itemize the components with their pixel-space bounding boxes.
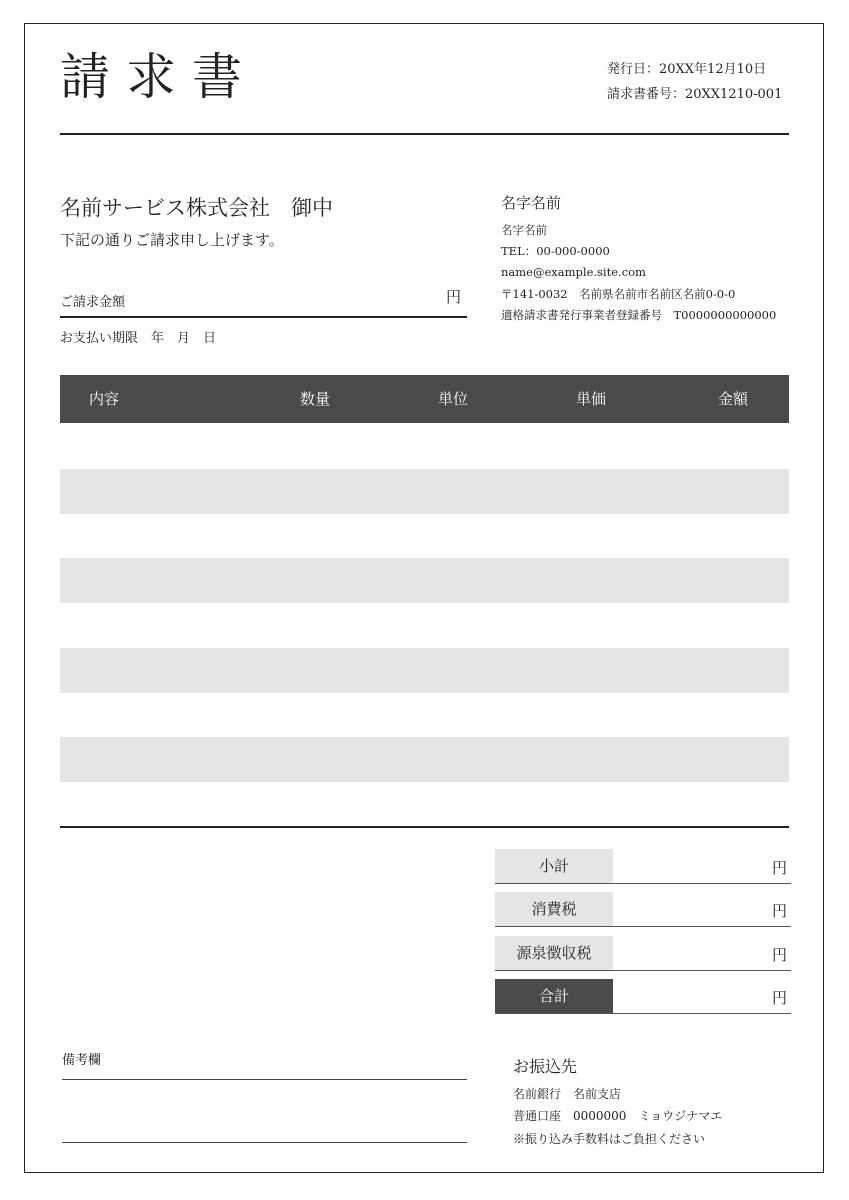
withholding-unit: 円 — [771, 946, 787, 964]
header-divider — [60, 133, 789, 135]
table-row — [60, 648, 789, 693]
header-description: 内容 — [89, 390, 120, 408]
tax-label: 消費税 — [495, 892, 613, 926]
client-name: 名前サービス株式会社 御中 — [60, 196, 333, 220]
client-message: 下記の通りご請求申し上げます。 — [60, 231, 284, 249]
total-unit: 円 — [771, 989, 787, 1007]
total-row — [495, 979, 791, 1014]
issuer-company: 名字名前 — [501, 194, 562, 212]
total-label: 合計 — [495, 979, 613, 1013]
bank-title: お振込先 — [513, 1057, 578, 1076]
header-unit: 単位 — [438, 390, 469, 408]
table-row — [60, 469, 789, 514]
issue-date: 発行日：20XX年12月10日 — [607, 62, 767, 77]
header-amount: 金額 — [718, 390, 749, 408]
tax-row — [495, 892, 791, 927]
memo-label: 備考欄 — [62, 1053, 102, 1068]
amount-underline — [60, 316, 467, 318]
subtotal-unit: 円 — [771, 859, 787, 877]
header-unit-price: 単価 — [576, 390, 607, 408]
issuer-address: 〒141-0032 名前県名前市名前区名前0-0-0 — [501, 287, 736, 301]
issuer-email: name@example.site.com — [501, 265, 646, 279]
withholding-label: 源泉徴収税 — [495, 936, 613, 970]
table-row — [60, 692, 789, 737]
bank-branch: 名前銀行 名前支店 — [513, 1087, 622, 1101]
subtotal-label: 小計 — [495, 849, 613, 883]
table-row — [60, 603, 789, 648]
memo-line — [62, 1142, 467, 1143]
table-row — [60, 558, 789, 603]
bank-account: 普通口座 0000000 ミョウジナマエ — [513, 1109, 723, 1123]
table-bottom-divider — [60, 826, 789, 828]
bank-fee-note: ※振り込み手数料はご負担ください — [513, 1132, 706, 1146]
header-quantity: 数量 — [300, 390, 331, 408]
withholding-row — [495, 936, 791, 971]
memo-line — [62, 1079, 467, 1080]
items-table-header — [60, 375, 789, 423]
table-row — [60, 424, 789, 469]
issuer-tel: TEL：00-000-0000 — [501, 244, 610, 258]
amount-label: ご請求金額 — [60, 295, 126, 310]
subtotal-row — [495, 849, 791, 884]
table-row — [60, 514, 789, 559]
amount-unit: 円 — [446, 288, 462, 306]
document-title: 請求書 — [60, 48, 258, 106]
due-date-label: お支払い期限 年 月 日 — [60, 331, 217, 346]
issuer-person: 名字名前 — [501, 223, 547, 237]
invoice-number: 請求書番号：20XX1210-001 — [607, 87, 783, 102]
table-row — [60, 737, 789, 782]
tax-unit: 円 — [771, 902, 787, 920]
issuer-registration: 適格請求書発行事業者登録番号 T0000000000000 — [501, 308, 777, 322]
table-row — [60, 782, 789, 827]
